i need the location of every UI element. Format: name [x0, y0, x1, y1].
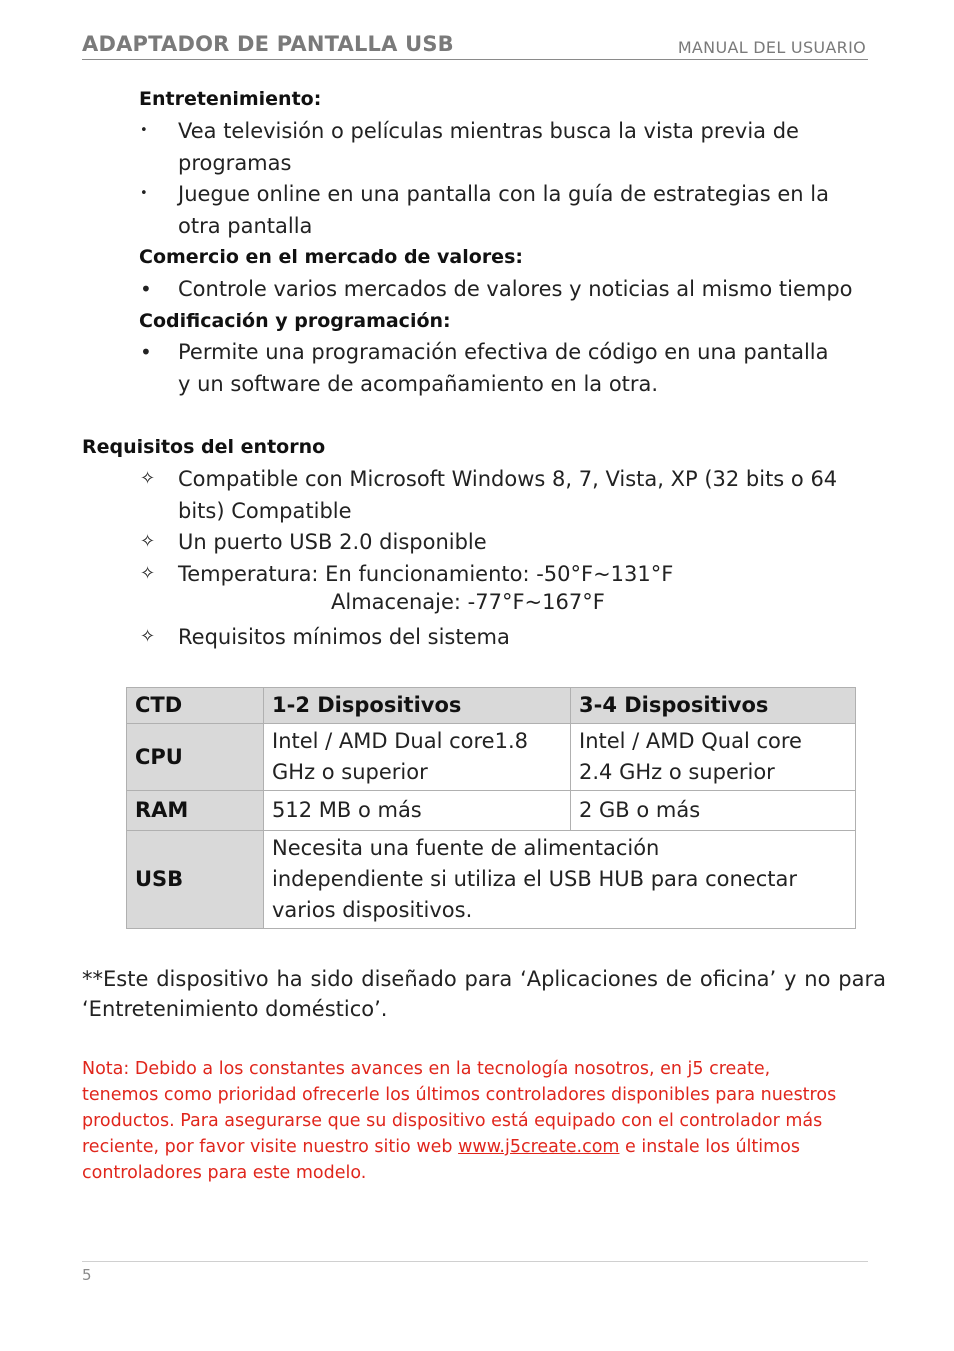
bullet-icon: •	[140, 340, 152, 364]
note-line: controladores para este modelo.	[82, 1163, 367, 1183]
footer-divider	[82, 1261, 868, 1262]
section-heading-entretenimiento: Entretenimiento:	[139, 88, 322, 110]
list-item	[140, 526, 487, 558]
four-point-star-icon: ✧	[140, 626, 156, 647]
list-item-line: Vea televisión o películas mientras busca la vista previa de	[178, 119, 799, 143]
cell-line: 2.4 GHz o superior	[579, 760, 775, 784]
row-label-usb: USB	[127, 831, 264, 929]
driver-update-note	[82, 1056, 882, 1186]
cell-line: GHz o superior	[272, 760, 428, 784]
document-subtitle: MANUAL DEL USUARIO	[677, 38, 866, 57]
list-item-line: Juegue online en una pantalla con la guía de estrategias en la	[178, 182, 829, 206]
table-row	[127, 724, 856, 791]
note-line	[82, 1134, 882, 1160]
table-row	[127, 688, 856, 724]
table-header-cell: 3-4 Dispositivos	[571, 688, 856, 724]
table-row	[127, 791, 856, 831]
office-use-note: **Este dispositivo ha sido diseñado para ‘Aplicaciones de oficina’ y no para ‘Entretenimiento doméstico’.	[82, 967, 886, 1021]
list-item	[140, 558, 674, 590]
four-point-star-icon: ✧	[140, 468, 156, 489]
list-item-line: Temperatura: En funcionamiento: -50°F~131°F	[178, 562, 674, 586]
section-heading-codificacion: Codificación y programación:	[139, 310, 451, 332]
page-header	[82, 30, 868, 60]
row-label-cpu: CPU	[127, 724, 264, 791]
list-item-line: Un puerto USB 2.0 disponible	[178, 530, 487, 554]
note-line: tenemos como prioridad ofrecerle los últimos controladores disponibles para nuestros	[82, 1085, 837, 1105]
list-item-line: Compatible con Microsoft Windows 8, 7, Vista, XP (32 bits o 64	[178, 467, 838, 491]
list-item	[140, 463, 838, 527]
section-heading-comercio: Comercio en el mercado de valores:	[139, 246, 523, 268]
document-title: ADAPTADOR DE PANTALLA USB	[82, 32, 454, 56]
list-item-line: bits) Compatible	[178, 499, 352, 523]
table-cell: 2 GB o más	[571, 791, 856, 831]
table-header-cell: 1-2 Dispositivos	[264, 688, 571, 724]
cell-line: Intel / AMD Qual core	[579, 729, 802, 753]
list-item-line: programas	[178, 151, 292, 175]
page-number: 5	[82, 1266, 92, 1284]
note-line: Nota: Debido a los constantes avances en la tecnología nosotros, en j5 create,	[82, 1059, 771, 1079]
note-text: reciente, por favor visite nuestro sitio web	[82, 1137, 459, 1157]
row-label-ram: RAM	[127, 791, 264, 831]
cell-line: varios dispositivos.	[272, 898, 473, 922]
bullet-icon: •	[140, 123, 148, 138]
list-item-line: y un software de acompañamiento en la otra.	[178, 372, 659, 396]
table-row	[127, 831, 856, 929]
table-cell: 512 MB o más	[264, 791, 571, 831]
list-item	[140, 621, 510, 653]
note-line: productos. Para asegurarse que su dispositivo está equipado con el controlador más	[82, 1111, 823, 1131]
cell-line: independiente si utiliza el USB HUB para conectar	[272, 867, 797, 891]
cell-line: Intel / AMD Dual core1.8	[272, 729, 528, 753]
four-point-star-icon: ✧	[140, 563, 156, 584]
section-heading-requisitos: Requisitos del entorno	[82, 436, 326, 458]
list-item-line: Controle varios mercados de valores y noticias al mismo tiempo	[178, 277, 853, 301]
bullet-icon: •	[140, 277, 152, 301]
list-item	[140, 273, 853, 305]
list-item-line: Requisitos mínimos del sistema	[178, 625, 510, 649]
table-header-cell: CTD	[127, 688, 264, 724]
table-cell	[264, 724, 571, 791]
list-item	[140, 115, 799, 179]
four-point-star-icon: ✧	[140, 531, 156, 552]
list-item-line: otra pantalla	[178, 214, 313, 238]
website-link[interactable]: www.j5create.com	[458, 1137, 620, 1157]
list-item	[140, 178, 829, 242]
table-cell	[571, 724, 856, 791]
note-text: e instale los últimos	[619, 1137, 801, 1157]
system-requirements-table	[126, 687, 856, 929]
storage-temperature: Almacenaje: -77°F~167°F	[331, 590, 605, 614]
table-cell	[264, 831, 856, 929]
list-item	[140, 336, 829, 400]
bullet-icon: •	[140, 186, 148, 201]
cell-line: Necesita una fuente de alimentación	[272, 836, 660, 860]
list-item-line: Permite una programación efectiva de código en una pantalla	[178, 340, 829, 364]
